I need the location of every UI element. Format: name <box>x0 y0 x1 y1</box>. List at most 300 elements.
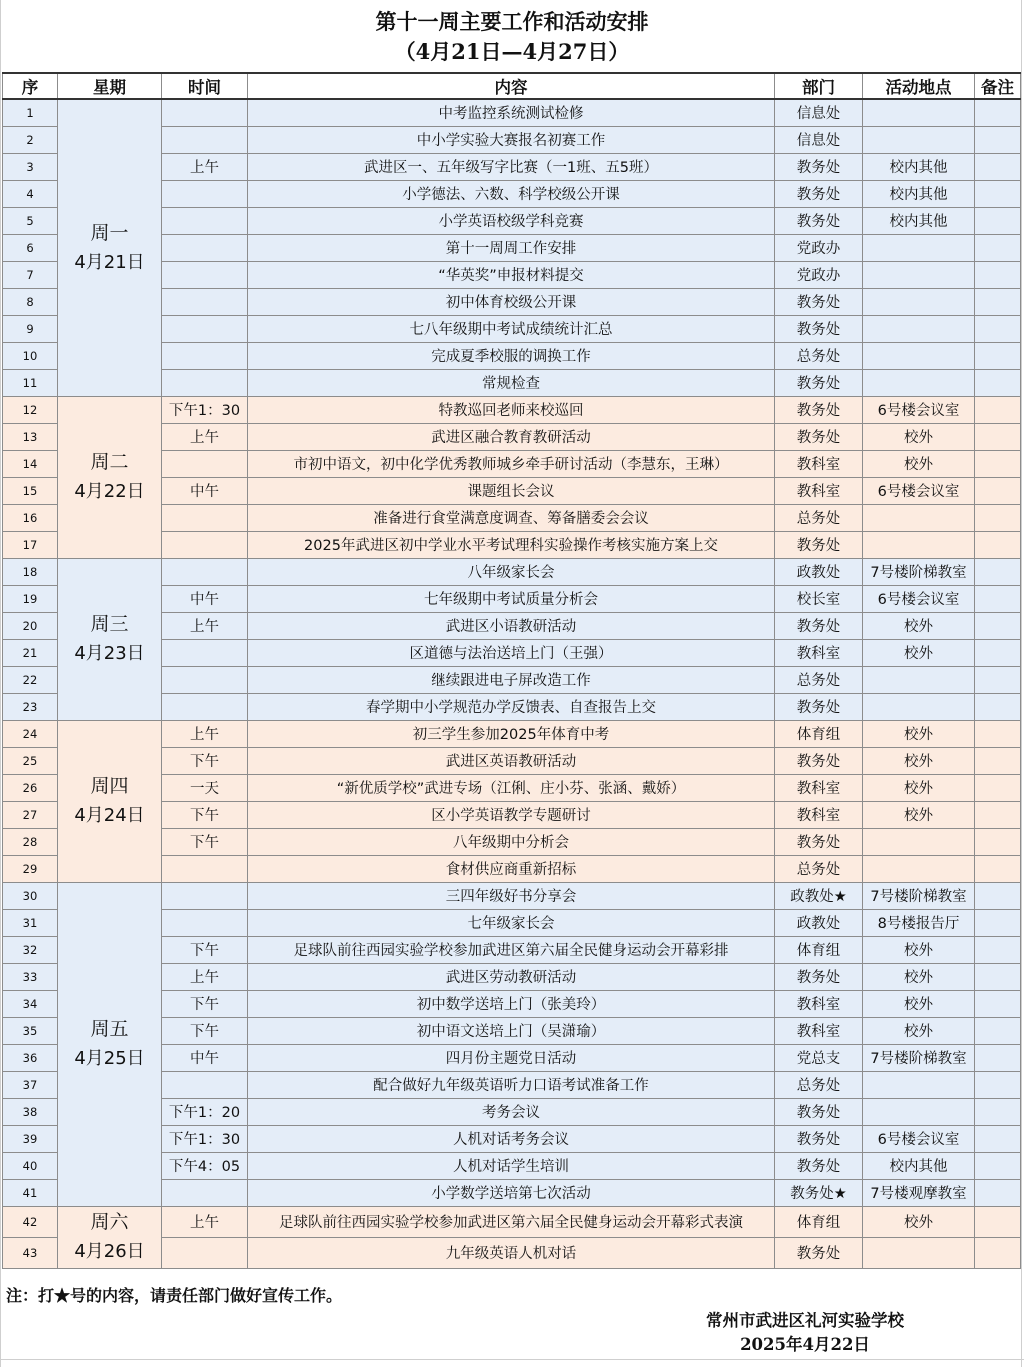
cell-seq: 32 <box>3 936 58 963</box>
cell-dept: 体育组 <box>775 720 863 747</box>
cell-time <box>162 1237 248 1268</box>
weekday-label: 周四 <box>90 775 129 797</box>
cell-dept: 总务处 <box>775 504 863 531</box>
header-place: 活动地点 <box>863 73 975 99</box>
cell-content: 三四年级好书分享会 <box>248 882 775 909</box>
cell-dept: 教科室 <box>775 450 863 477</box>
cell-time <box>162 342 248 369</box>
cell-note <box>975 234 1021 261</box>
date-label: 4月21日 <box>74 251 145 273</box>
cell-seq: 18 <box>3 558 58 585</box>
cell-time <box>162 693 248 720</box>
cell-dept: 教务处 <box>775 747 863 774</box>
weekday-label: 周二 <box>90 451 129 473</box>
header-row <box>3 73 1021 99</box>
cell-note <box>975 666 1021 693</box>
cell-dept: 教务处 <box>775 963 863 990</box>
cell-dept: 体育组 <box>775 1206 863 1237</box>
cell-seq: 6 <box>3 234 58 261</box>
cell-note <box>975 855 1021 882</box>
cell-dept: 总务处 <box>775 855 863 882</box>
cell-dept: 教务处 <box>775 153 863 180</box>
header-note: 备注 <box>975 73 1021 99</box>
cell-content: 食材供应商重新招标 <box>248 855 775 882</box>
cell-time <box>162 666 248 693</box>
cell-weekday <box>58 1206 162 1268</box>
cell-dept: 教科室 <box>775 801 863 828</box>
cell-note <box>975 801 1021 828</box>
cell-seq: 15 <box>3 477 58 504</box>
cell-dept: 教科室 <box>775 477 863 504</box>
cell-time: 下午 <box>162 828 248 855</box>
cell-seq: 36 <box>3 1044 58 1071</box>
cell-place: 校内其他 <box>863 207 975 234</box>
cell-time: 下午 <box>162 990 248 1017</box>
cell-time: 中午 <box>162 585 248 612</box>
cell-place: 校内其他 <box>863 153 975 180</box>
cell-content: 区道德与法治送培上门（王强） <box>248 639 775 666</box>
cell-weekday <box>58 882 162 1206</box>
cell-seq: 20 <box>3 612 58 639</box>
cell-place: 7号楼阶梯教室 <box>863 882 975 909</box>
cell-content: 小学英语校级学科竞赛 <box>248 207 775 234</box>
cell-note <box>975 558 1021 585</box>
cell-dept: 教务处 <box>775 207 863 234</box>
cell-seq: 35 <box>3 1017 58 1044</box>
cell-note <box>975 180 1021 207</box>
cell-content: 武进区一、五年级写字比赛（一1班、五5班） <box>248 153 775 180</box>
cell-content: 人机对话学生培训 <box>248 1152 775 1179</box>
cell-content: 初中体育校级公开课 <box>248 288 775 315</box>
cell-place <box>863 828 975 855</box>
cell-content: 足球队前往西园实验学校参加武进区第六届全民健身运动会开幕彩式表演 <box>248 1206 775 1237</box>
cell-dept: 教务处 <box>775 423 863 450</box>
signature-date: 2025年4月22日 <box>740 1335 870 1354</box>
cell-note <box>975 1017 1021 1044</box>
cell-seq: 33 <box>3 963 58 990</box>
cell-seq: 12 <box>3 396 58 423</box>
cell-dept: 教务处 <box>775 396 863 423</box>
cell-note <box>975 882 1021 909</box>
cell-dept: 教务处 <box>775 612 863 639</box>
cell-seq: 13 <box>3 423 58 450</box>
cell-content: 小学德法、六数、科学校级公开课 <box>248 180 775 207</box>
cell-dept: 党政办 <box>775 261 863 288</box>
cell-note <box>975 1044 1021 1071</box>
header-day: 星期 <box>58 73 162 99</box>
cell-seq: 23 <box>3 693 58 720</box>
cell-content: 武进区劳动教研活动 <box>248 963 775 990</box>
cell-content: 继续跟进电子屏改造工作 <box>248 666 775 693</box>
weekday-label: 周六 <box>90 1211 129 1233</box>
cell-seq: 31 <box>3 909 58 936</box>
cell-seq: 43 <box>3 1237 58 1268</box>
header-time: 时间 <box>162 73 248 99</box>
cell-place <box>863 234 975 261</box>
cell-dept: 体育组 <box>775 936 863 963</box>
cell-seq: 7 <box>3 261 58 288</box>
cell-note <box>975 990 1021 1017</box>
page-title: 第十一周主要工作和活动安排 <box>375 9 649 34</box>
cell-note <box>975 99 1021 126</box>
bottom-border <box>0 1359 1024 1360</box>
cell-content: 初中语文送培上门（吴潇瑜） <box>248 1017 775 1044</box>
cell-place: 校外 <box>863 639 975 666</box>
cell-content: 武进区英语教研活动 <box>248 747 775 774</box>
cell-place: 7号楼观摩教室 <box>863 1179 975 1206</box>
cell-place <box>863 1237 975 1268</box>
cell-place: 校外 <box>863 774 975 801</box>
right-border <box>1021 0 1022 1367</box>
cell-time: 上午 <box>162 423 248 450</box>
cell-place: 8号楼报告厅 <box>863 909 975 936</box>
cell-content: 初中数学送培上门（张美玲） <box>248 990 775 1017</box>
cell-seq: 2 <box>3 126 58 153</box>
cell-seq: 4 <box>3 180 58 207</box>
cell-time <box>162 450 248 477</box>
cell-place: 校内其他 <box>863 1152 975 1179</box>
cell-dept: 总务处 <box>775 342 863 369</box>
cell-dept: 教务处 <box>775 1237 863 1268</box>
date-label: 4月22日 <box>74 481 145 502</box>
cell-time <box>162 234 248 261</box>
cell-seq: 40 <box>3 1152 58 1179</box>
cell-weekday <box>58 720 162 882</box>
cell-seq: 5 <box>3 207 58 234</box>
cell-place <box>863 1098 975 1125</box>
cell-note <box>975 1152 1021 1179</box>
cell-time: 下午1：20 <box>162 1098 248 1125</box>
cell-place <box>863 666 975 693</box>
cell-seq: 3 <box>3 153 58 180</box>
cell-place <box>863 315 975 342</box>
cell-seq: 25 <box>3 747 58 774</box>
left-border <box>0 0 1 1367</box>
cell-content: 春学期中小学规范办学反馈表、自查报告上交 <box>248 693 775 720</box>
cell-time <box>162 261 248 288</box>
cell-time <box>162 1071 248 1098</box>
cell-content: 八年级期中分析会 <box>248 828 775 855</box>
date-label: 4月24日 <box>74 805 145 826</box>
cell-place: 6号楼会议室 <box>863 477 975 504</box>
table-row <box>3 99 1021 126</box>
cell-time <box>162 558 248 585</box>
cell-seq: 29 <box>3 855 58 882</box>
cell-dept: 教务处 <box>775 1152 863 1179</box>
table-row <box>3 396 1021 423</box>
cell-place: 7号楼阶梯教室 <box>863 558 975 585</box>
page-subtitle: （4月21日—4月27日） <box>394 39 630 64</box>
cell-content: 七八年级期中考试成绩统计汇总 <box>248 315 775 342</box>
cell-content: 完成夏季校服的调换工作 <box>248 342 775 369</box>
cell-time <box>162 126 248 153</box>
cell-content: “新优质学校”武进专场（江俐、庄小芬、张涵、戴娇） <box>248 774 775 801</box>
cell-place <box>863 99 975 126</box>
cell-content: 武进区融合教育教研活动 <box>248 423 775 450</box>
cell-note <box>975 1098 1021 1125</box>
cell-time: 中午 <box>162 477 248 504</box>
cell-weekday <box>58 99 162 396</box>
cell-time <box>162 288 248 315</box>
cell-content: 中考监控系统测试检修 <box>248 99 775 126</box>
cell-time: 上午 <box>162 963 248 990</box>
cell-content: 中小学实验大赛报名初赛工作 <box>248 126 775 153</box>
cell-dept: 教科室 <box>775 774 863 801</box>
table-row <box>3 882 1021 909</box>
cell-content: 七年级期中考试质量分析会 <box>248 585 775 612</box>
cell-place: 校外 <box>863 612 975 639</box>
cell-content: 特教巡回老师来校巡回 <box>248 396 775 423</box>
cell-dept: 党政办 <box>775 234 863 261</box>
cell-place: 6号楼会议室 <box>863 1125 975 1152</box>
cell-note <box>975 639 1021 666</box>
cell-content: 足球队前往西园实验学校参加武进区第六届全民健身运动会开幕彩排 <box>248 936 775 963</box>
cell-place: 6号楼会议室 <box>863 396 975 423</box>
cell-content: 第十一周周工作安排 <box>248 234 775 261</box>
cell-seq: 9 <box>3 315 58 342</box>
cell-seq: 26 <box>3 774 58 801</box>
weekday-label: 周三 <box>90 613 129 635</box>
cell-time <box>162 531 248 558</box>
cell-dept: 教务处 <box>775 288 863 315</box>
cell-dept: 教务处 <box>775 1098 863 1125</box>
header-dept: 部门 <box>775 73 863 99</box>
cell-dept: 教科室 <box>775 1017 863 1044</box>
cell-note <box>975 585 1021 612</box>
cell-note <box>975 747 1021 774</box>
cell-content: 人机对话考务会议 <box>248 1125 775 1152</box>
cell-place <box>863 531 975 558</box>
cell-content: 考务会议 <box>248 1098 775 1125</box>
cell-place: 校外 <box>863 720 975 747</box>
cell-note <box>975 477 1021 504</box>
cell-content: 八年级家长会 <box>248 558 775 585</box>
cell-note <box>975 288 1021 315</box>
cell-place: 校外 <box>863 1206 975 1237</box>
cell-time: 上午 <box>162 1206 248 1237</box>
cell-note <box>975 1237 1021 1268</box>
cell-time <box>162 369 248 396</box>
cell-note <box>975 936 1021 963</box>
cell-note <box>975 774 1021 801</box>
cell-place: 校外 <box>863 423 975 450</box>
cell-place <box>863 369 975 396</box>
cell-time: 下午 <box>162 747 248 774</box>
cell-dept: 教科室 <box>775 639 863 666</box>
cell-place: 校外 <box>863 1017 975 1044</box>
cell-note <box>975 531 1021 558</box>
cell-dept: 教务处 <box>775 180 863 207</box>
cell-content: 准备进行食堂满意度调查、筹备膳委会会议 <box>248 504 775 531</box>
cell-note <box>975 342 1021 369</box>
table-row <box>3 1206 1021 1237</box>
cell-dept: 教务处 <box>775 693 863 720</box>
cell-note <box>975 1071 1021 1098</box>
cell-dept: 信息处 <box>775 99 863 126</box>
cell-content: 课题组长会议 <box>248 477 775 504</box>
cell-content: 四月份主题党日活动 <box>248 1044 775 1071</box>
cell-place: 校外 <box>863 936 975 963</box>
cell-dept: 总务处 <box>775 1071 863 1098</box>
cell-place: 校内其他 <box>863 180 975 207</box>
cell-note <box>975 207 1021 234</box>
cell-time: 上午 <box>162 720 248 747</box>
cell-seq: 30 <box>3 882 58 909</box>
cell-place <box>863 126 975 153</box>
cell-note <box>975 261 1021 288</box>
cell-time: 上午 <box>162 153 248 180</box>
cell-seq: 1 <box>3 99 58 126</box>
cell-content: 配合做好九年级英语听力口语考试准备工作 <box>248 1071 775 1098</box>
signature-school: 常州市武进区礼河实验学校 <box>706 1311 904 1330</box>
cell-content: 常规检查 <box>248 369 775 396</box>
cell-place: 校外 <box>863 990 975 1017</box>
date-label: 4月23日 <box>74 643 145 664</box>
cell-note <box>975 1179 1021 1206</box>
cell-weekday <box>58 396 162 558</box>
cell-note <box>975 612 1021 639</box>
cell-place: 校外 <box>863 801 975 828</box>
cell-place <box>863 1071 975 1098</box>
table-row <box>3 558 1021 585</box>
cell-seq: 42 <box>3 1206 58 1237</box>
cell-time: 下午1：30 <box>162 1125 248 1152</box>
cell-time <box>162 1179 248 1206</box>
cell-seq: 39 <box>3 1125 58 1152</box>
cell-place: 校外 <box>863 963 975 990</box>
cell-content: “华英奖”申报材料提交 <box>248 261 775 288</box>
cell-seq: 10 <box>3 342 58 369</box>
cell-seq: 11 <box>3 369 58 396</box>
cell-weekday <box>58 558 162 720</box>
cell-time: 下午 <box>162 1017 248 1044</box>
cell-place: 校外 <box>863 747 975 774</box>
cell-note <box>975 450 1021 477</box>
table-row <box>3 720 1021 747</box>
cell-seq: 38 <box>3 1098 58 1125</box>
cell-content: 小学数学送培第七次活动 <box>248 1179 775 1206</box>
cell-time <box>162 909 248 936</box>
cell-time <box>162 504 248 531</box>
cell-dept: 教务处★ <box>775 1179 863 1206</box>
cell-note <box>975 720 1021 747</box>
cell-place <box>863 855 975 882</box>
cell-place <box>863 288 975 315</box>
cell-note <box>975 828 1021 855</box>
cell-note <box>975 369 1021 396</box>
cell-content: 九年级英语人机对话 <box>248 1237 775 1268</box>
cell-note <box>975 909 1021 936</box>
cell-dept: 教务处 <box>775 531 863 558</box>
cell-time: 下午 <box>162 936 248 963</box>
cell-place: 校外 <box>863 450 975 477</box>
cell-time <box>162 315 248 342</box>
cell-note <box>975 1206 1021 1237</box>
cell-place <box>863 693 975 720</box>
cell-dept: 政教处★ <box>775 882 863 909</box>
cell-dept: 政教处 <box>775 558 863 585</box>
header-seq: 序 <box>3 73 58 99</box>
cell-place <box>863 504 975 531</box>
cell-note <box>975 963 1021 990</box>
cell-content: 2025年武进区初中学业水平考试理科实验操作考核实施方案上交 <box>248 531 775 558</box>
cell-seq: 14 <box>3 450 58 477</box>
cell-content: 初三学生参加2025年体育中考 <box>248 720 775 747</box>
cell-note <box>975 315 1021 342</box>
cell-dept: 总务处 <box>775 666 863 693</box>
cell-place <box>863 261 975 288</box>
header-content: 内容 <box>248 73 775 99</box>
cell-time <box>162 882 248 909</box>
cell-place: 6号楼会议室 <box>863 585 975 612</box>
cell-dept: 党总支 <box>775 1044 863 1071</box>
cell-time: 下午 <box>162 801 248 828</box>
cell-note <box>975 693 1021 720</box>
cell-dept: 教务处 <box>775 1125 863 1152</box>
cell-place: 7号楼阶梯教室 <box>863 1044 975 1071</box>
weekday-label: 周一 <box>90 221 129 244</box>
date-label: 4月26日 <box>74 1241 145 1262</box>
cell-content: 七年级家长会 <box>248 909 775 936</box>
cell-dept: 教务处 <box>775 828 863 855</box>
cell-seq: 22 <box>3 666 58 693</box>
cell-seq: 24 <box>3 720 58 747</box>
cell-seq: 41 <box>3 1179 58 1206</box>
cell-seq: 21 <box>3 639 58 666</box>
cell-note <box>975 153 1021 180</box>
cell-dept: 教务处 <box>775 315 863 342</box>
cell-time: 一天 <box>162 774 248 801</box>
cell-dept: 信息处 <box>775 126 863 153</box>
footnote: 注：打★号的内容，请责任部门做好宣传工作。 <box>6 1286 343 1305</box>
schedule-body <box>3 99 1021 1268</box>
cell-content: 武进区小语教研活动 <box>248 612 775 639</box>
cell-time: 中午 <box>162 1044 248 1071</box>
cell-time <box>162 207 248 234</box>
cell-note <box>975 423 1021 450</box>
cell-place <box>863 342 975 369</box>
cell-dept: 教务处 <box>775 369 863 396</box>
date-label: 4月25日 <box>74 1048 145 1069</box>
cell-time <box>162 180 248 207</box>
cell-note <box>975 396 1021 423</box>
cell-seq: 34 <box>3 990 58 1017</box>
cell-content: 区小学英语教学专题研讨 <box>248 801 775 828</box>
cell-note <box>975 1125 1021 1152</box>
cell-seq: 37 <box>3 1071 58 1098</box>
cell-seq: 17 <box>3 531 58 558</box>
cell-time: 下午1：30 <box>162 396 248 423</box>
cell-time <box>162 99 248 126</box>
cell-time: 下午4：05 <box>162 1152 248 1179</box>
cell-seq: 27 <box>3 801 58 828</box>
cell-dept: 校长室 <box>775 585 863 612</box>
cell-dept: 政教处 <box>775 909 863 936</box>
schedule-table <box>2 72 1021 1269</box>
cell-time: 上午 <box>162 612 248 639</box>
cell-seq: 19 <box>3 585 58 612</box>
cell-content: 市初中语文，初中化学优秀教师城乡牵手研讨活动（李慧东，王琳） <box>248 450 775 477</box>
cell-seq: 16 <box>3 504 58 531</box>
cell-note <box>975 126 1021 153</box>
weekday-label: 周五 <box>90 1018 129 1040</box>
cell-time <box>162 639 248 666</box>
cell-note <box>975 504 1021 531</box>
cell-seq: 28 <box>3 828 58 855</box>
cell-seq: 8 <box>3 288 58 315</box>
cell-time <box>162 855 248 882</box>
cell-dept: 教科室 <box>775 990 863 1017</box>
